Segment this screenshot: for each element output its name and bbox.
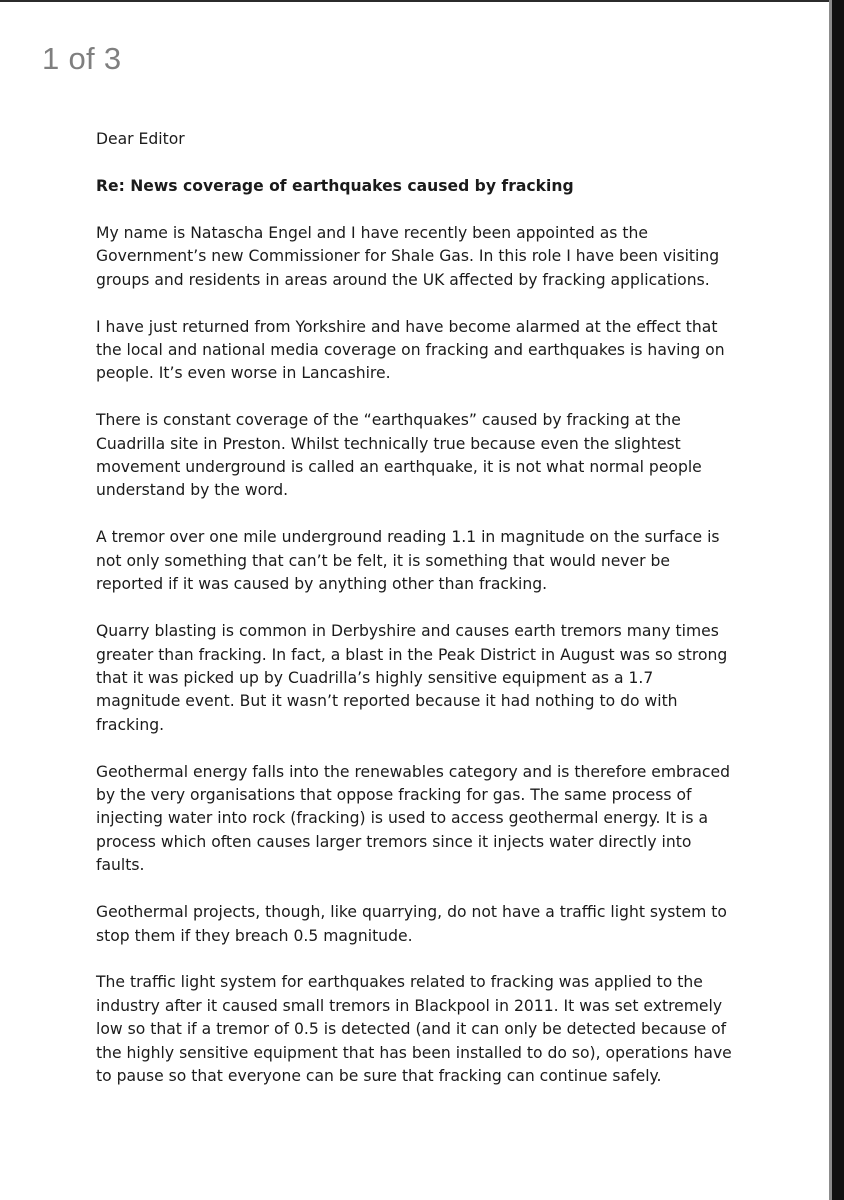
letter-body (96, 128, 736, 1112)
salutation: Dear Editor (96, 130, 185, 148)
page-edge (832, 0, 844, 1200)
paragraph: There is constant coverage of the “earthquakes” caused by fracking at the Cuadrilla site in Preston. Whilst technically true because even the slightest movement underground is called an earthquake, it is not what normal people understand by the word. (96, 411, 702, 500)
paragraph: I have just returned from Yorkshire and have become alarmed at the effect that the local and national media coverage on fracking and earthquakes is having on people. It’s even worse in Lancashire. (96, 317, 725, 383)
paragraph: A tremor over one mile underground reading 1.1 in magnitude on the surface is not only something that can’t be felt, it is something that would never be reported if it was caused by anything other than fracking. (96, 528, 720, 594)
paragraph: The traffic light system for earthquakes related to fracking was applied to the industry after it caused small tremors in Blackpool in 2011. It was set extremely low so that if a tremor of 0.5 is detected (and it can only be detected because of the highly sensitive equipment that has been installed to do so), operations have to pause so that everyone can be sure that fracking can continue safely. (96, 973, 732, 1086)
paragraph: Geothermal projects, though, like quarrying, do not have a traffic light system to stop them if they breach 0.5 magnitude. (96, 903, 727, 945)
paragraph: Quarry blasting is common in Derbyshire and causes earth tremors many times greater than fracking. In fact, a blast in the Peak District in August was so strong that it was picked up by Cuadrilla’s highly sensitive equipment as a 1.7 magnitude event. But it wasn’t reported because it had nothing to do with fracking. (96, 622, 728, 734)
page-indicator: 1 of 3 (42, 41, 122, 76)
paragraph: My name is Natascha Engel and I have recently been appointed as the Government’s new Commissioner for Shale Gas. In this role I have been visiting groups and residents in areas around the UK affected by fracking applications. (96, 223, 720, 289)
subject-line: Re: News coverage of earthquakes caused by fracking (96, 176, 574, 195)
top-border (0, 0, 832, 2)
paragraph: Geothermal energy falls into the renewables category and is therefore embraced by the very organisations that oppose fracking for gas. The same process of injecting water into rock (fracking) is used to access geothermal energy. It is a process which often causes larger tremors since it injects water directly into faults. (96, 762, 730, 875)
